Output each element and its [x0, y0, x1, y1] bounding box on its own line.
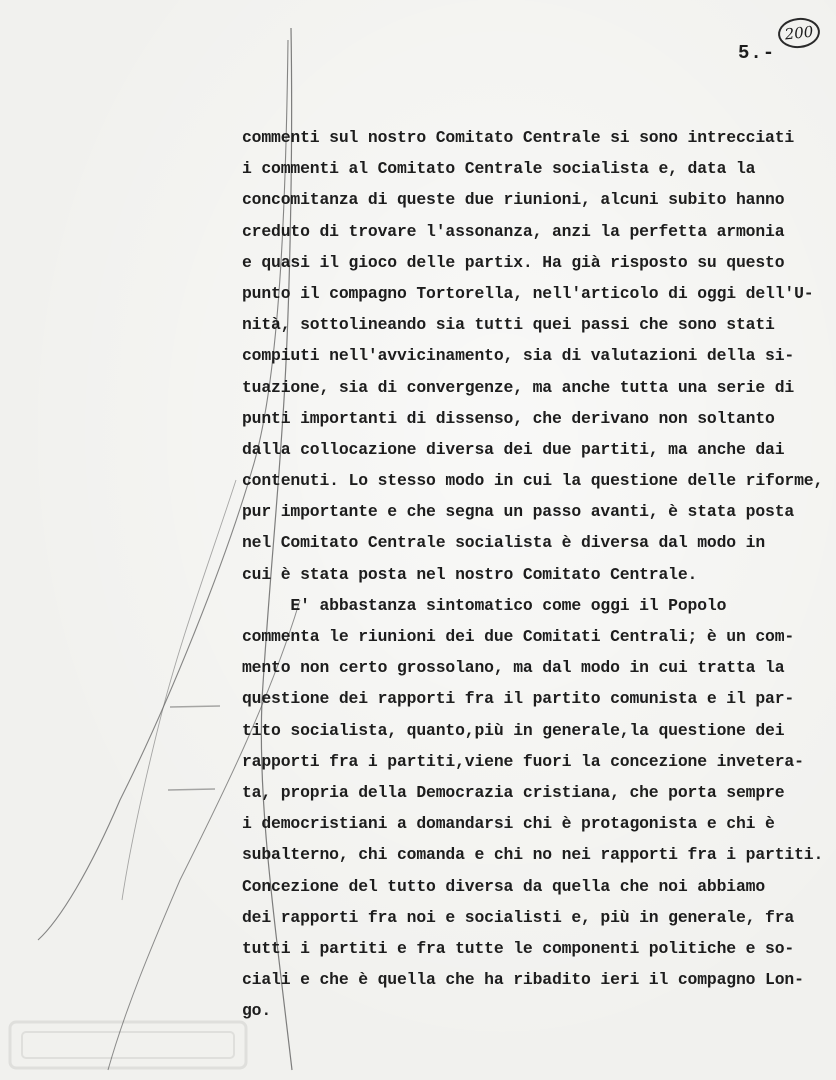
page-number: 5.-	[738, 42, 776, 64]
text-line-18: mento non certo grossolano, ma dal modo in cui tratta la	[242, 658, 785, 678]
text-line-29: go.	[242, 1001, 272, 1021]
text-line-25: Concezione del tutto diversa da quella che noi abbiamo	[242, 876, 766, 896]
text-line-14: nel Comitato Centrale socialista è diversa dal modo in	[242, 533, 766, 553]
text-line-26: dei rapporti fra noi e socialisti e, più in generale, fra	[242, 907, 795, 927]
text-line-8: compiuti nell'avvicinamento, sia di valutazioni della si-	[242, 346, 795, 366]
text-line-11: dalla collocazione diversa dei due partiti, ma anche dai	[242, 439, 785, 459]
text-line-27: tutti i partiti e fra tutte le componenti politiche e so-	[242, 938, 795, 958]
text-line-10: punti importanti di dissenso, che derivano non soltanto	[242, 408, 775, 428]
text-line-16: E' abbastanza sintomatico come oggi il Popolo	[242, 595, 727, 615]
text-line-17: commenta le riunioni dei due Comitati Centrali; è un com-	[242, 627, 795, 646]
text-line-12: contenuti. Lo stesso modo in cui la questione delle riforme,	[242, 471, 824, 491]
text-line-7: nità, sottolineando sia tutti quei passi che sono stati	[242, 315, 775, 335]
text-line-15: cui è stata posta nel nostro Comitato Centrale.	[242, 564, 698, 584]
text-line-2: i commenti al Comitato Centrale socialista e, data la	[242, 159, 756, 179]
text-line-1: commenti sul nostro Comitato Centrale si sono intrecciati	[242, 128, 795, 147]
typed-text-body	[242, 122, 836, 1026]
text-line-21: rapporti fra i partiti,viene fuori la concezione invetera-	[242, 751, 804, 771]
archive-watermark	[0, 1010, 260, 1080]
text-line-19: questione dei rapporti fra il partito comunista e il par-	[242, 689, 795, 709]
text-line-24: subalterno, chi comanda e chi no nei rapporti fra i partiti.	[242, 845, 824, 865]
text-line-20: tito socialista, quanto,più in generale,la questione dei	[242, 720, 785, 740]
text-line-4: creduto di trovare l'assonanza, anzi la perfetta armonia	[242, 221, 785, 241]
text-line-23: i democristiani a domandarsi chi è protagonista e chi è	[242, 814, 775, 834]
text-line-22: ta, propria della Democrazia cristiana, che porta sempre	[242, 782, 785, 802]
text-line-6: punto il compagno Tortorella, nell'articolo di oggi dell'U-	[242, 283, 814, 303]
text-line-5: e quasi il gioco delle partix. Ha già risposto su questo	[242, 252, 785, 272]
text-line-3: concomitanza di queste due riunioni, alcuni subito hanno	[242, 190, 785, 210]
text-line-13: pur importante e che segna un passo avanti, è stata posta	[242, 502, 795, 522]
text-line-28: ciali e che è quella che ha ribadito ieri il compagno Lon-	[242, 970, 804, 990]
archive-number-stamp: 200	[777, 16, 822, 50]
text-line-9: tuazione, sia di convergenze, ma anche tutta una serie di	[242, 377, 795, 397]
